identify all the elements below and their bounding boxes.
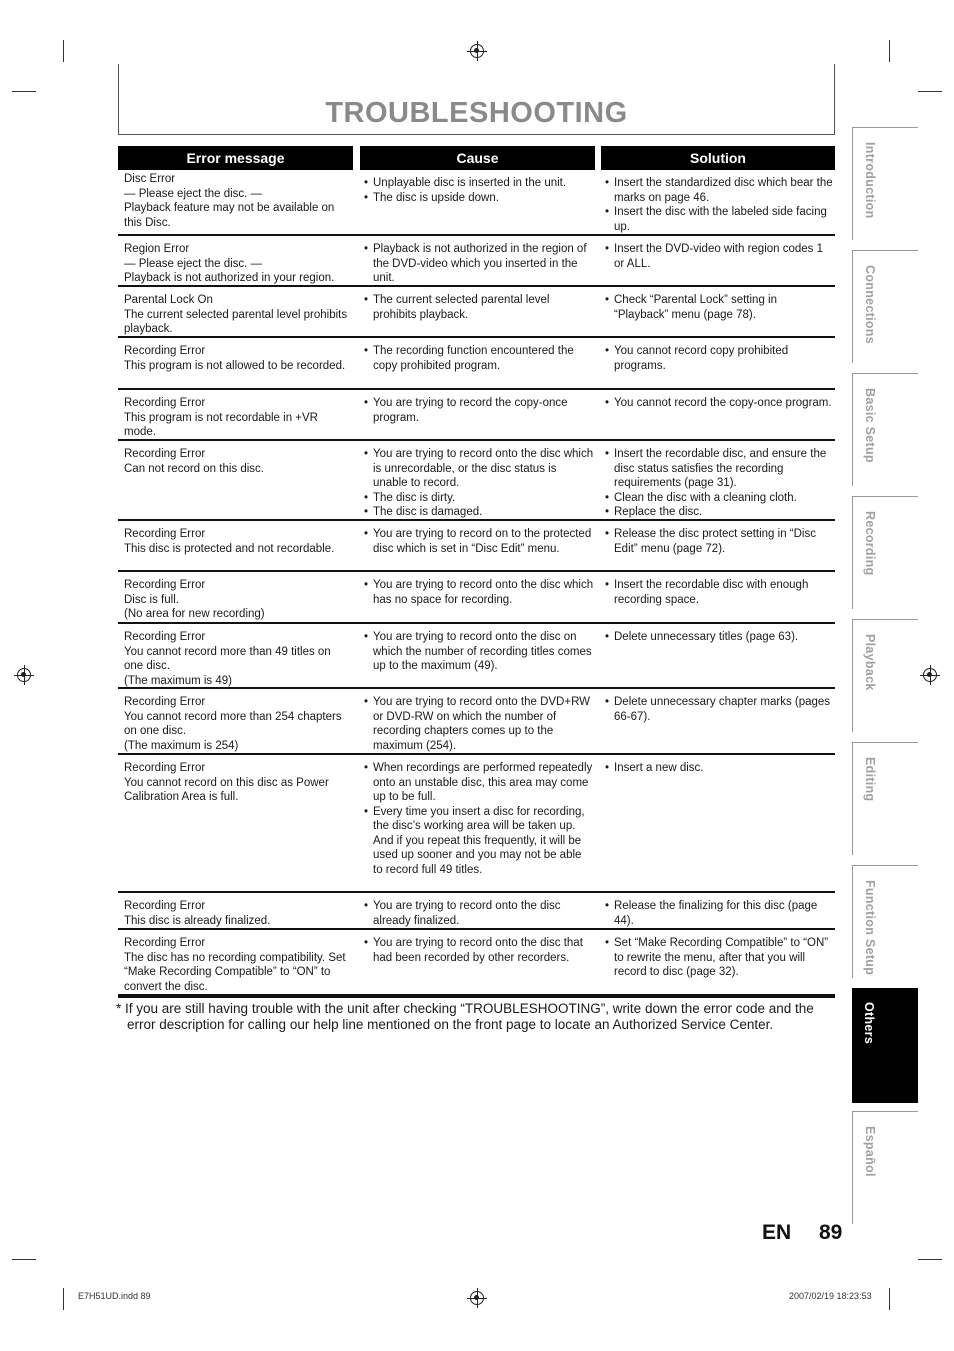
error-message-line: You cannot record more than 254 chapters on one disc. (124, 710, 342, 737)
solution-item: • Insert the recordable disc, and ensure the disc status satisfies the recording requirements (page 31). (605, 447, 833, 491)
error-message-line: (The maximum is 49) (124, 674, 232, 687)
crop-mark (12, 91, 36, 92)
troubleshooting-table (118, 146, 835, 993)
print-slug-timestamp: 2007/02/19 18:23:53 (789, 1291, 872, 1301)
solution-item: • Insert the recordable disc with enough recording space. (605, 578, 833, 607)
solution-item: • Set “Make Recording Compatible” to “ON” to rewrite the menu, after that you will record to disc (page 32). (605, 936, 833, 980)
crop-mark (918, 91, 942, 92)
error-message-line: Disc Error (124, 173, 176, 185)
solution-cell (605, 936, 833, 980)
cause-item: • When recordings are performed repeatedly onto an unstable disc, this area may come up to be full. (364, 761, 594, 805)
error-message-cell (124, 447, 352, 476)
row-divider (118, 994, 835, 998)
solution-cell (605, 630, 833, 645)
solution-cell (605, 242, 833, 271)
language-mark: EN (762, 1221, 792, 1244)
solution-cell (605, 899, 833, 928)
cause-item: • Unplayable disc is inserted in the unit. (364, 176, 594, 191)
error-message-line: Recording Error (124, 762, 206, 774)
solution-item: • Insert the standardized disc which bear the marks on page 46. (605, 176, 833, 205)
solution-item: • You cannot record copy prohibited programs. (605, 344, 833, 373)
side-tab-label: Connections (863, 265, 877, 344)
solution-cell (605, 293, 833, 322)
table-row (118, 624, 835, 688)
cause-cell (364, 630, 594, 674)
cause-item: • Every time you insert a disc for recording, the disc’s working area will be taken up. And if you repeat this frequently, it will be used up sooner and you may not be able to record full 49 titles. (364, 805, 594, 878)
side-tab-function-setup (852, 865, 918, 978)
side-tab-connections (852, 250, 918, 363)
crop-mark (63, 1288, 64, 1310)
error-message-cell (124, 396, 352, 440)
solution-cell (605, 527, 833, 556)
error-message-line: You cannot record more than 49 titles on one disc. (124, 645, 331, 672)
crop-mark (918, 1259, 942, 1260)
table-row (118, 338, 835, 389)
error-message-line: — Please eject the disc. — (124, 187, 263, 200)
error-message-line: Playback is not authorized in your region. (124, 272, 335, 284)
cause-item: • You are trying to record onto the disc already finalized. (364, 899, 594, 928)
error-message-cell (124, 761, 352, 805)
side-tab-label: Playback (863, 634, 877, 691)
error-message-line: Recording Error (124, 579, 206, 591)
solution-cell (605, 447, 833, 520)
crop-mark (12, 1259, 36, 1260)
error-message-line: — Please eject the disc. — (124, 257, 263, 270)
cause-item: • You are trying to record the copy-once program. (364, 396, 594, 425)
table-row (118, 170, 835, 235)
side-tab-espa-ol (852, 1111, 918, 1224)
cause-cell (364, 293, 594, 322)
table-row (118, 287, 835, 337)
cause-cell (364, 447, 594, 520)
error-message-cell (124, 936, 352, 994)
error-message-line: (No area for new recording) (124, 608, 265, 620)
footnote: * If you are still having trouble with the unit after checking “TROUBLESHOOTING”, write down the error code and the error description for calling our help line mentioned on the front page to locate an Authorized Service Center. (116, 1001, 814, 1032)
page-number: 89 (819, 1221, 843, 1244)
cause-item: • You are trying to record onto the disc which is unrecordable, or the disc status is unable to record. (364, 447, 594, 491)
cause-item: • The disc is dirty. (364, 491, 594, 506)
table-row (118, 930, 835, 996)
error-message-line: Recording Error (124, 528, 206, 540)
header-solution: Solution (601, 146, 835, 170)
side-tab-label: Editing (863, 757, 877, 802)
table-row (118, 572, 835, 623)
cause-item: • The disc is upside down. (364, 191, 594, 206)
solution-cell (605, 695, 833, 724)
registration-mark-icon (17, 668, 31, 682)
crop-mark (63, 40, 64, 62)
error-message-cell (124, 899, 352, 928)
cause-item: • The disc is damaged. (364, 505, 594, 520)
cause-item: • You are trying to record onto the disc that had been recorded by other recorders. (364, 936, 594, 965)
crop-mark (889, 40, 890, 62)
side-tab-label: Español (863, 1126, 877, 1177)
error-message-line: This program is not allowed to be recorded. (124, 359, 346, 372)
solution-item: • Insert a new disc. (605, 761, 833, 776)
error-message-line: The disc has no recording compatibility. Set “Make Recording Compatible” to “ON” to convert the disc. (124, 951, 346, 993)
error-message-cell (124, 344, 352, 373)
solution-item: • Release the disc protect setting in “Disc Edit” menu (page 72). (605, 527, 833, 556)
cause-item: • The recording function encountered the copy prohibited program. (364, 344, 594, 373)
error-message-line: This disc is protected and not recordable. (124, 542, 335, 555)
cause-cell (364, 578, 594, 607)
table-row (118, 390, 835, 440)
solution-cell (605, 578, 833, 607)
error-message-line: Recording Error (124, 937, 206, 949)
solution-cell (605, 396, 833, 411)
cause-cell (364, 899, 594, 928)
error-message-line: This disc is already finalized. (124, 914, 271, 927)
solution-item: • Replace the disc. (605, 505, 833, 520)
solution-item: • Delete unnecessary titles (page 63). (605, 630, 833, 645)
side-tab-others (852, 988, 918, 1103)
table-row (118, 236, 835, 286)
solution-item: • You cannot record the copy-once program. (605, 396, 833, 411)
solution-item: • Insert the disc with the labeled side facing up. (605, 205, 833, 234)
error-message-line: Recording Error (124, 448, 206, 460)
registration-mark-icon (470, 44, 484, 58)
cause-cell (364, 242, 594, 286)
error-message-line: Recording Error (124, 397, 206, 409)
registration-mark-icon (923, 668, 937, 682)
cause-item: • You are trying to record on to the protected disc which is set in “Disc Edit” menu. (364, 527, 594, 556)
cause-cell (364, 344, 594, 373)
solution-cell (605, 761, 833, 776)
error-message-line: You cannot record on this disc as Power Calibration Area is full. (124, 776, 329, 803)
table-header (118, 146, 835, 170)
cause-cell (364, 396, 594, 425)
error-message-line: This program is not recordable in +VR mode. (124, 411, 318, 438)
cause-item: • Playback is not authorized in the region of the DVD-video which you inserted in the unit. (364, 242, 594, 286)
error-message-cell (124, 695, 352, 753)
error-message-line: Recording Error (124, 631, 206, 643)
cause-cell (364, 527, 594, 556)
solution-cell (605, 344, 833, 373)
error-message-cell (124, 578, 352, 622)
cause-cell (364, 936, 594, 965)
side-tab-editing (852, 742, 918, 855)
cause-cell (364, 761, 594, 877)
table-row (118, 893, 835, 929)
side-tab-label: Others (862, 1002, 876, 1045)
error-message-line: Recording Error (124, 696, 206, 708)
table-row (118, 755, 835, 892)
error-message-line: The current selected parental level prohibits playback. (124, 308, 348, 335)
error-message-line: Disc is full. (124, 593, 179, 606)
error-message-line: Playback feature may not be available on this Disc. (124, 202, 335, 229)
table-row (118, 441, 835, 520)
table-row (118, 521, 835, 571)
crop-mark (889, 1288, 890, 1310)
page-title: TROUBLESHOOTING (325, 97, 628, 129)
error-message-cell (124, 293, 352, 337)
cause-item: • You are trying to record onto the disc on which the number of recording titles comes up to the maximum (49). (364, 630, 594, 674)
side-tab-playback (852, 619, 918, 732)
cause-cell (364, 695, 594, 753)
error-message-cell (124, 527, 352, 556)
side-tab-label: Basic Setup (863, 388, 877, 463)
side-tab-label: Introduction (863, 142, 877, 219)
error-message-cell (124, 172, 352, 230)
header-cause: Cause (360, 146, 595, 170)
registration-mark-icon (470, 1291, 484, 1305)
error-message-cell (124, 630, 352, 688)
side-tab-label: Function Setup (863, 880, 877, 976)
solution-item: • Clean the disc with a cleaning cloth. (605, 491, 833, 506)
solution-cell (605, 176, 833, 234)
cause-item: • You are trying to record onto the disc which has no space for recording. (364, 578, 594, 607)
error-message-cell (124, 242, 352, 286)
solution-item: • Check “Parental Lock” setting in “Playback” menu (page 78). (605, 293, 833, 322)
error-message-line: Recording Error (124, 900, 206, 912)
cause-cell (364, 176, 594, 205)
header-error-message: Error message (118, 146, 353, 170)
error-message-line: Can not record on this disc. (124, 462, 264, 475)
cause-item: • You are trying to record onto the DVD+RW or DVD-RW on which the number of recording chapters comes up to the maximum (254). (364, 695, 594, 753)
table-row (118, 689, 835, 754)
error-message-line: Region Error (124, 243, 190, 255)
side-tab-label: Recording (863, 511, 877, 576)
side-tab-basic-setup (852, 373, 918, 486)
error-message-line: Recording Error (124, 345, 206, 357)
solution-item: • Release the finalizing for this disc (page 44). (605, 899, 833, 928)
side-tab-introduction (852, 127, 918, 240)
print-slug-file: E7H51UD.indd 89 (78, 1291, 151, 1301)
solution-item: • Delete unnecessary chapter marks (pages 66-67). (605, 695, 833, 724)
error-message-line: (The maximum is 254) (124, 739, 239, 752)
side-tab-recording (852, 496, 918, 609)
solution-item: • Insert the DVD-video with region codes 1 or ALL. (605, 242, 833, 271)
error-message-line: Parental Lock On (124, 294, 213, 306)
cause-item: • The current selected parental level prohibits playback. (364, 293, 594, 322)
